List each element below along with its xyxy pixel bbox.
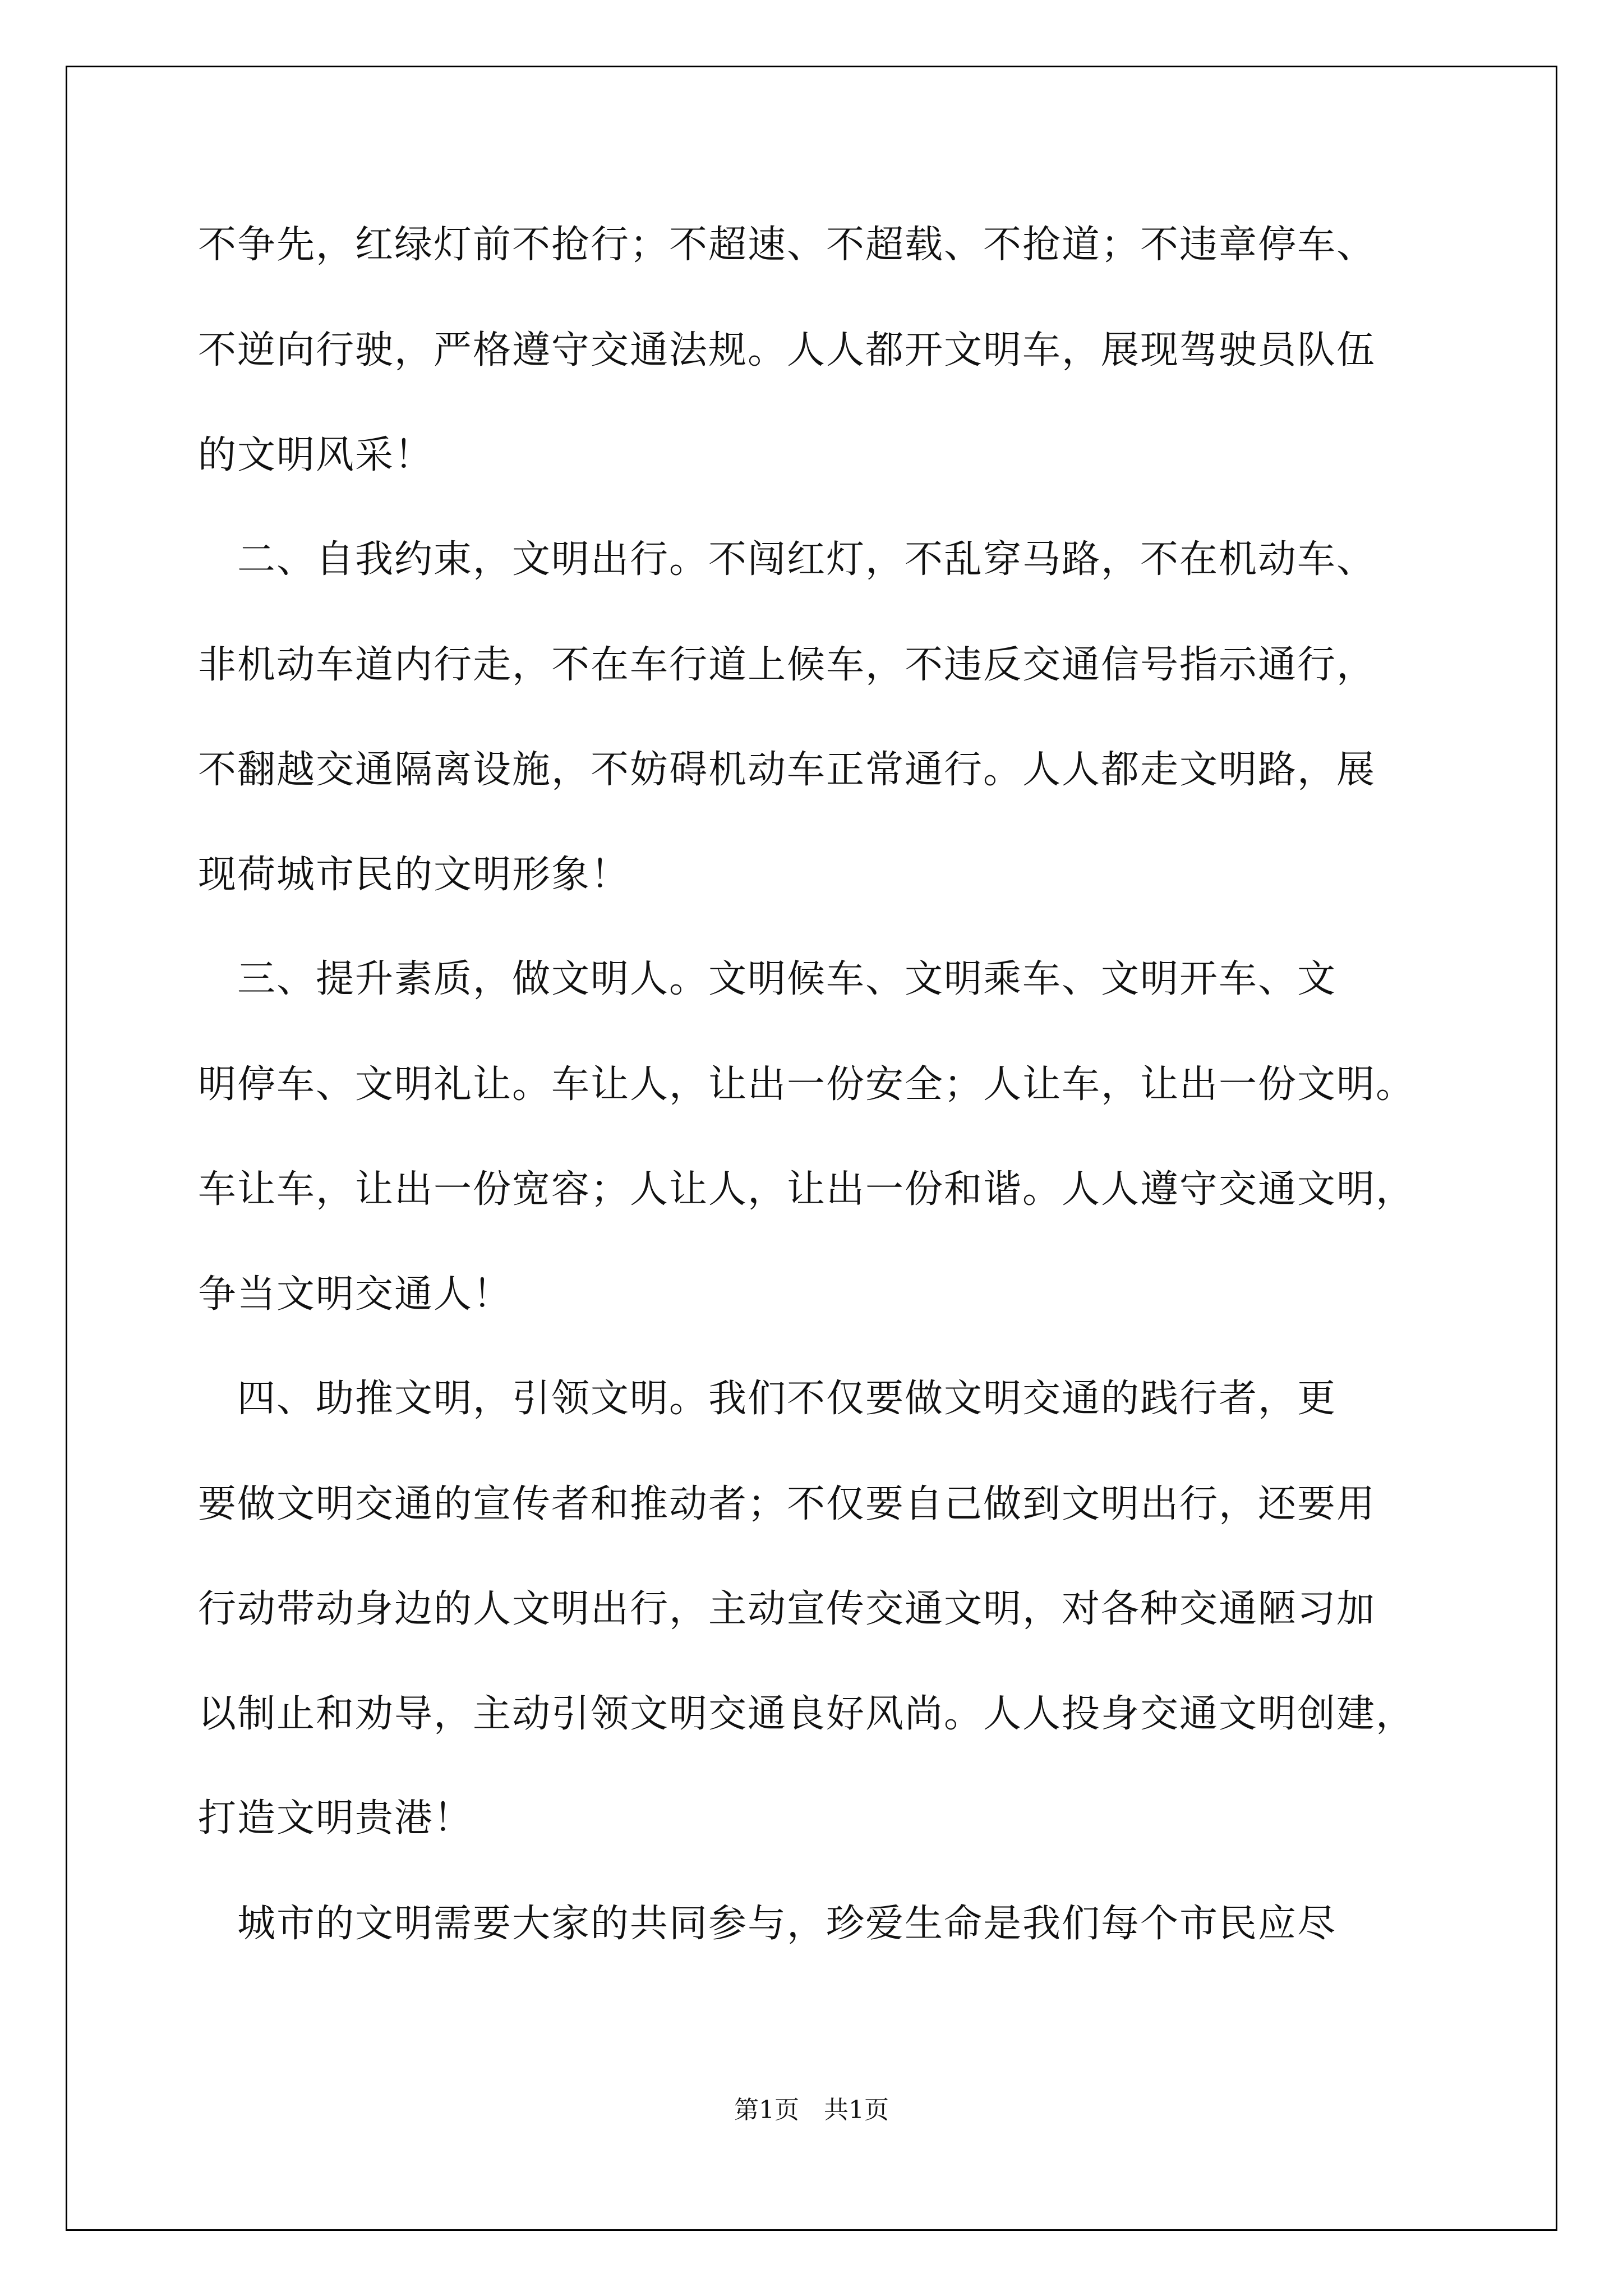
text-line: 争当文明交通人！ (198, 1272, 513, 1317)
text-line: 不争先，红绿灯前不抢行；不超速、不超载、不抢道；不违章停车、 (198, 223, 1376, 267)
text-line: 城市的文明需要大家的共同参与，珍爱生命是我们每个市民应尽 (198, 1902, 1337, 1946)
text-line: 三、提升素质，做文明人。文明候车、文明乘车、文明开车、文 (198, 957, 1337, 1001)
text-line: 行动带动身边的人文明出行，主动宣传交通文明，对各种交通陋习加 (198, 1587, 1376, 1631)
text-line: 不翻越交通隔离设施，不妨碍机动车正常通行。人人都走文明路，展 (198, 748, 1376, 792)
text-line: 四、助推文明，引领文明。我们不仅要做文明交通的践行者，更 (198, 1377, 1337, 1421)
text-line: 不逆向行驶，严格遵守交通法规。人人都开文明车，展现驾驶员队伍 (198, 328, 1376, 372)
text-line: 车让车，让出一份宽容；人让人，让出一份和谐。人人遵守交通文明， (198, 1167, 1415, 1212)
text-line: 二、自我约束，文明出行。不闯红灯，不乱穿马路，不在机动车、 (198, 537, 1376, 582)
text-line: 以制止和劝导，主动引领文明交通良好风尚。人人投身交通文明创建， (198, 1692, 1415, 1736)
page-number-footer: 第1页 共1页 (734, 2096, 889, 2124)
text-line: 非机动车道内行走，不在车行道上候车，不违反交通信号指示通行， (198, 643, 1376, 687)
text-line: 打造文明贵港！ (198, 1796, 473, 1841)
text-line: 的文明风采！ (198, 433, 434, 477)
text-line: 要做文明交通的宣传者和推动者；不仅要自己做到文明出行，还要用 (198, 1482, 1376, 1526)
text-line: 现荷城市民的文明形象！ (198, 853, 630, 897)
text-line: 明停车、文明礼让。车让人，让出一份安全；人让车，让出一份文明。 (198, 1062, 1415, 1107)
